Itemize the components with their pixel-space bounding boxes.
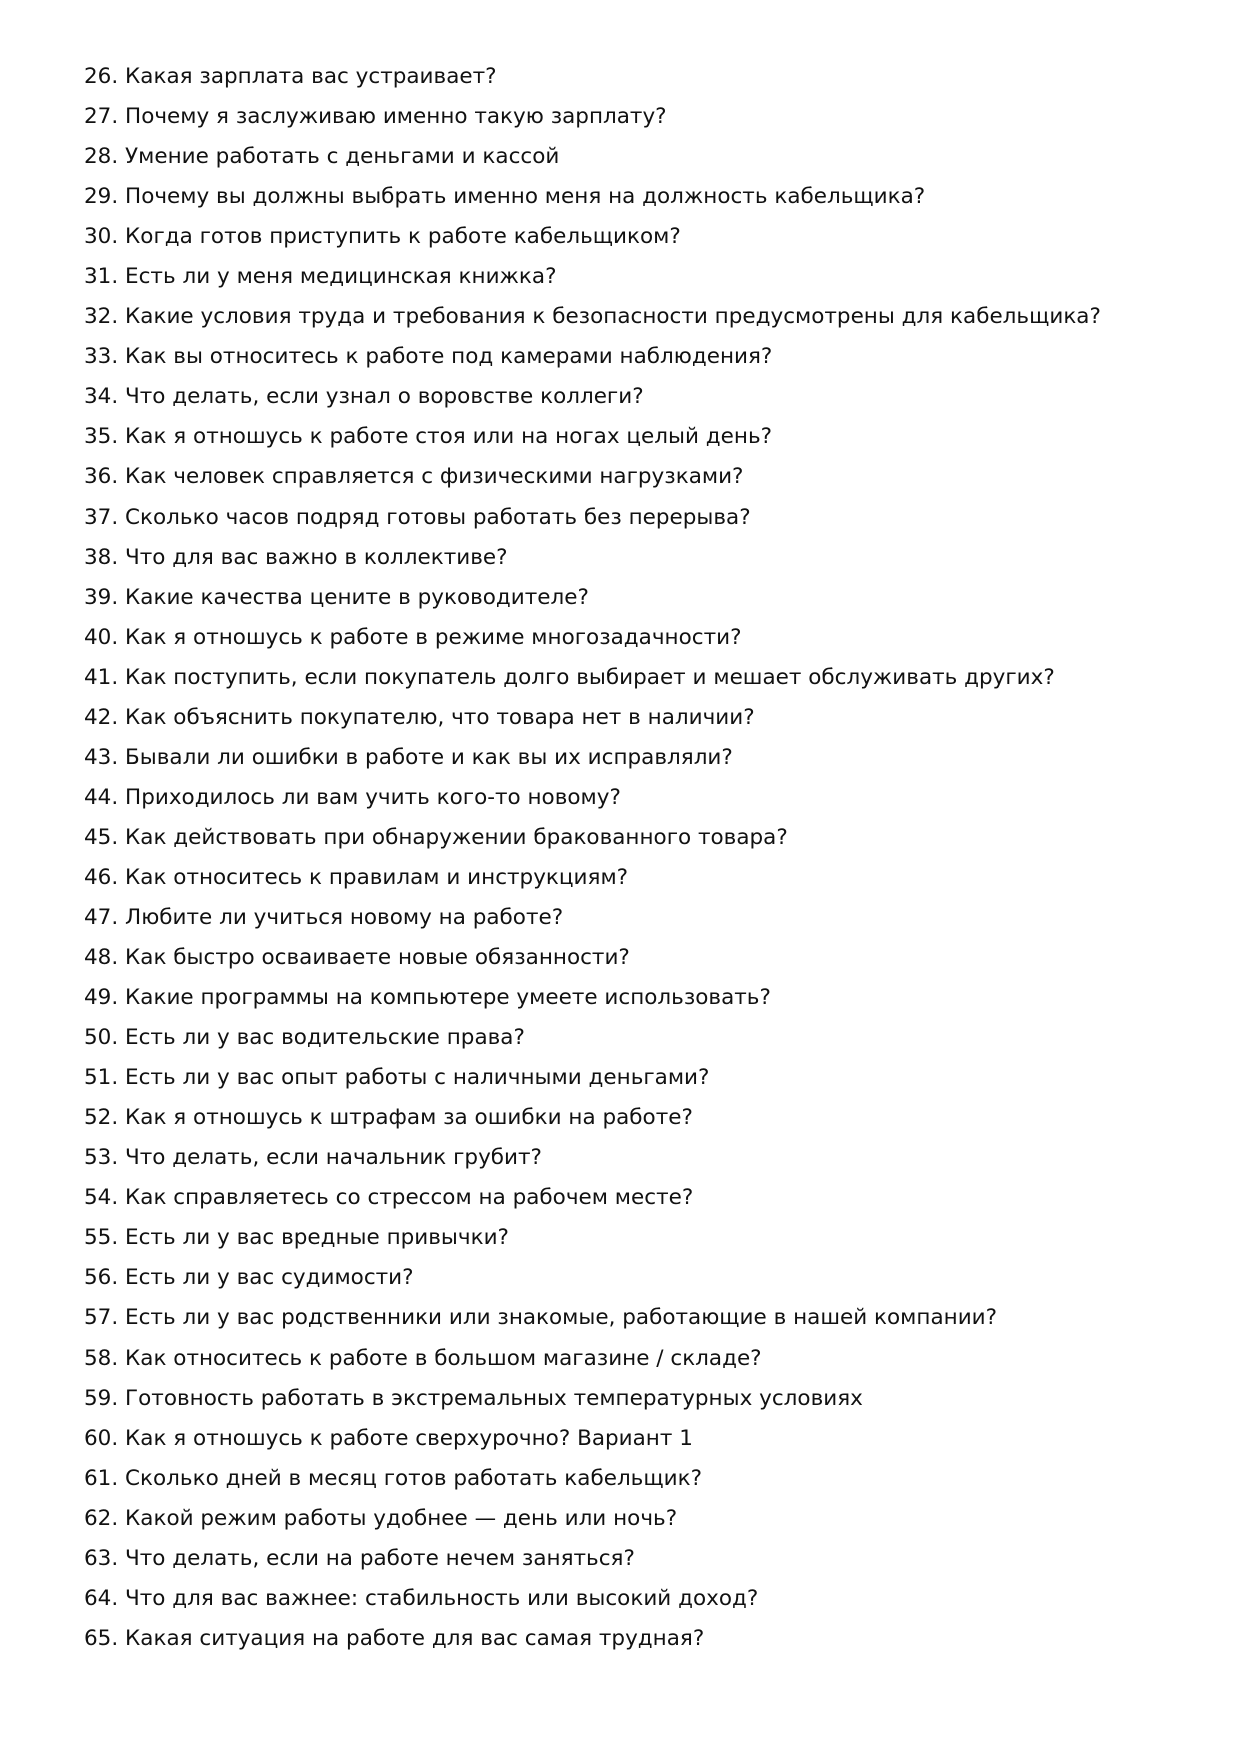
question-item: 46. Как относитесь к правилам и инструкциям? bbox=[84, 864, 629, 890]
question-item: 49. Какие программы на компьютере умеете использовать? bbox=[84, 985, 771, 1011]
question-item: 28. Умение работать с деньгами и кассой bbox=[84, 144, 560, 170]
question-item: 62. Какой режим работы удобнее — день или ночь? bbox=[84, 1505, 678, 1531]
question-item: 60. Как я отношусь к работе сверхурочно? Вариант 1 bbox=[84, 1425, 693, 1451]
question-item: 48. Как быстро осваиваете новые обязанности? bbox=[84, 945, 630, 971]
question-item: 47. Любите ли учиться новому на работе? bbox=[84, 904, 564, 930]
question-item: 27. Почему я заслуживаю именно такую зарплату? bbox=[84, 104, 667, 130]
question-item: 45. Как действовать при обнаружении бракованного товара? bbox=[84, 824, 788, 850]
question-item: 42. Как объяснить покупателю, что товара нет в наличии? bbox=[84, 704, 755, 730]
question-item: 56. Есть ли у вас судимости? bbox=[84, 1265, 414, 1291]
question-item: 33. Как вы относитесь к работе под камерами наблюдения? bbox=[84, 344, 773, 370]
question-item: 32. Какие условия труда и требования к безопасности предусмотрены для кабельщика? bbox=[84, 304, 1101, 330]
question-item: 38. Что для вас важно в коллективе? bbox=[84, 544, 508, 570]
question-item: 35. Как я отношусь к работе стоя или на ногах целый день? bbox=[84, 424, 773, 450]
question-item: 29. Почему вы должны выбрать именно меня на должность кабельщика? bbox=[84, 184, 926, 210]
question-item: 39. Какие качества цените в руководителе? bbox=[84, 584, 589, 610]
question-item: 44. Приходилось ли вам учить кого-то новому? bbox=[84, 784, 621, 810]
question-item: 59. Готовность работать в экстремальных температурных условиях bbox=[84, 1385, 863, 1411]
question-item: 41. Как поступить, если покупатель долго выбирает и мешает обслуживать других? bbox=[84, 664, 1055, 690]
question-item: 63. Что делать, если на работе нечем заняться? bbox=[84, 1545, 635, 1571]
question-item: 61. Сколько дней в месяц готов работать кабельщик? bbox=[84, 1465, 702, 1491]
question-item: 55. Есть ли у вас вредные привычки? bbox=[84, 1225, 509, 1251]
question-item: 54. Как справляетесь со стрессом на рабочем месте? bbox=[84, 1185, 694, 1211]
question-item: 52. Как я отношусь к штрафам за ошибки на работе? bbox=[84, 1105, 693, 1131]
question-item: 26. Какая зарплата вас устраивает? bbox=[84, 64, 497, 89]
question-item: 40. Как я отношусь к работе в режиме многозадачности? bbox=[84, 624, 742, 650]
question-item: 37. Сколько часов подряд готовы работать без перерыва? bbox=[84, 504, 751, 530]
question-item: 65. Какая ситуация на работе для вас самая трудная? bbox=[84, 1625, 705, 1651]
question-item: 36. Как человек справляется с физическими нагрузками? bbox=[84, 464, 744, 490]
question-item: 51. Есть ли у вас опыт работы с наличными деньгами? bbox=[84, 1065, 710, 1091]
question-item: 50. Есть ли у вас водительские права? bbox=[84, 1025, 525, 1051]
question-item: 58. Как относитесь к работе в большом магазине / складе? bbox=[84, 1345, 762, 1371]
question-item: 57. Есть ли у вас родственники или знакомые, работающие в нашей компании? bbox=[84, 1305, 998, 1331]
question-item: 31. Есть ли у меня медицинская книжка? bbox=[84, 264, 557, 290]
question-item: 64. Что для вас важнее: стабильность или высокий доход? bbox=[84, 1585, 759, 1611]
question-list bbox=[84, 62, 1164, 1664]
question-item: 34. Что делать, если узнал о воровстве коллеги? bbox=[84, 384, 644, 410]
question-item: 30. Когда готов приступить к работе кабельщиком? bbox=[84, 224, 681, 250]
question-item: 53. Что делать, если начальник грубит? bbox=[84, 1145, 542, 1171]
question-item: 43. Бывали ли ошибки в работе и как вы их исправляли? bbox=[84, 744, 733, 770]
